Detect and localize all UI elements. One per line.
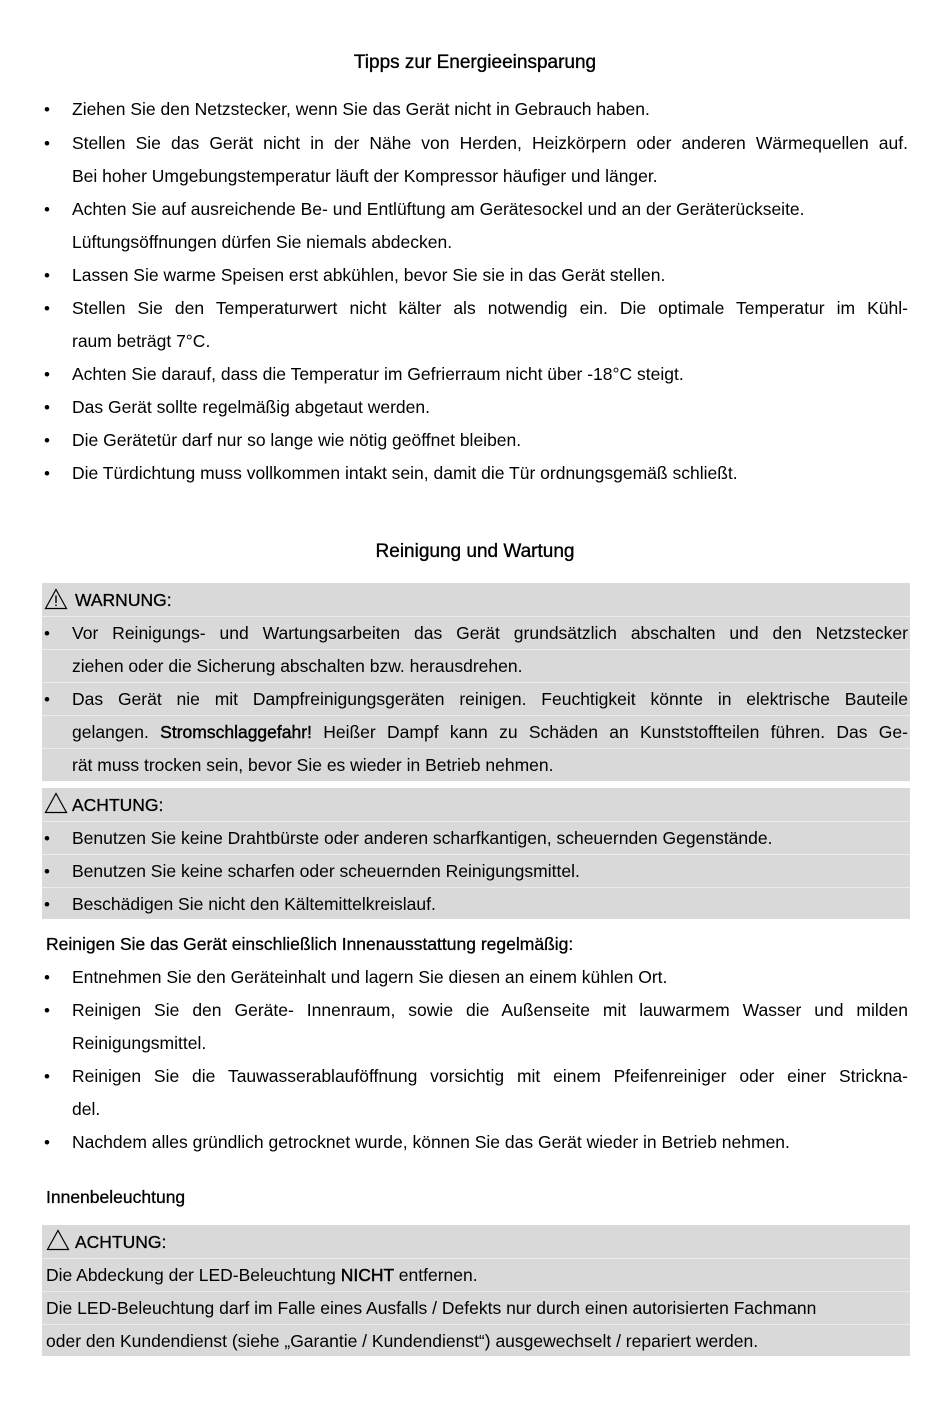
lighting-heading: Innenbeleuchtung (46, 1187, 186, 1207)
list-item-continuation: Bei hoher Umgebungstemperatur läuft der Kompressor häufiger und länger. (72, 166, 658, 186)
bullet: • (44, 266, 50, 285)
lighting-text-line: oder den Kundendienst (siehe „Garantie / Kundendienst“) ausgewechselt / repariert werden. (46, 1331, 759, 1351)
list-item: Stellen Sie den Temperaturwert nicht kälter als notwendig ein. Die optimale Temperatur im Kühl- (72, 298, 908, 318)
text-run: Heißer Dampf kann zu Schäden an Kunststoffteilen führen. Das Ge- (311, 722, 908, 742)
list-item-continuation: raum beträgt 7°C. (72, 331, 211, 351)
caution-triangle-icon (46, 1229, 70, 1251)
bullet: • (44, 464, 50, 483)
lighting-text-line (46, 1259, 908, 1292)
warning-item: Vor Reinigungs- und Wartungsarbeiten das Gerät grundsätzlich abschalten und den Netzstecker (72, 623, 908, 643)
bullet: • (44, 134, 50, 153)
bullet: • (44, 895, 50, 914)
bullet: • (44, 862, 50, 881)
cleaning-step: Entnehmen Sie den Geräteinhalt und lagern Sie diesen an einem kühlen Ort. (72, 967, 668, 987)
warning-item: Das Gerät nie mit Dampfreinigungsgeräten reinigen. Feuchtigkeit könnte in elektrische Bauteile (72, 689, 908, 709)
warning-item-continuation: rät muss trocken sein, bevor Sie es wieder in Betrieb nehmen. (72, 755, 554, 775)
cleaning-step-continuation: del. (72, 1099, 101, 1119)
cleaning-step: Nachdem alles gründlich getrocknet wurde, können Sie das Gerät wieder in Betrieb nehmen. (72, 1132, 790, 1152)
text-run: Die Abdeckung der LED-Beleuchtung (46, 1265, 341, 1285)
caution-item: Beschädigen Sie nicht den Kältemittelkreislauf. (72, 894, 436, 914)
bullet: • (44, 690, 50, 709)
lighting-caution-label: ACHTUNG: (75, 1232, 167, 1252)
cleaning-step: Reinigen Sie die Tauwasserablauföffnung vorsichtig mit einem Pfeifenreiniger oder einer Strickna- (72, 1066, 908, 1086)
bullet: • (44, 200, 50, 219)
bullet: • (44, 365, 50, 384)
text-run: entfernen. (393, 1265, 478, 1285)
warning-triangle-icon (44, 588, 68, 610)
list-item: Achten Sie darauf, dass die Temperatur im Gefrierraum nicht über -18°C steigt. (72, 364, 684, 384)
list-item: Stellen Sie das Gerät nicht in der Nähe von Herden, Heizkörpern oder anderen Wärmequellen auf. (72, 133, 908, 153)
bullet: • (44, 398, 50, 417)
cleaning-step-continuation: Reinigungsmittel. (72, 1033, 207, 1053)
list-item: Die Türdichtung muss vollkommen intakt sein, damit die Tür ordnungsgemäß schließt. (72, 463, 738, 483)
warning-item-continuation: ziehen oder die Sicherung abschalten bzw. herausdrehen. (72, 656, 523, 676)
energy-tips-heading: Tipps zur Energieeinsparung (353, 52, 597, 73)
bullet: • (44, 100, 50, 119)
cleaning-subheading: Reinigen Sie das Gerät einschließlich Innenausstattung regelmäßig: (46, 934, 574, 954)
bullet: • (44, 299, 50, 318)
list-item: Achten Sie auf ausreichende Be- und Entlüftung am Gerätesockel und an der Geräterückseite. (72, 199, 805, 219)
caution-item: Benutzen Sie keine scharfen oder scheuernden Reinigungsmittel. (72, 861, 580, 881)
cleaning-step: Reinigen Sie den Geräte- Innenraum, sowie die Außenseite mit lauwarmem Wasser und milden (72, 1000, 908, 1020)
warning-item-continuation (72, 716, 908, 749)
caution-triangle-icon (44, 792, 68, 814)
bullet: • (44, 829, 50, 848)
shock-hazard-emphasis: Stromschlaggefahr! (160, 722, 312, 742)
text-run: gelangen. (72, 722, 161, 742)
bullet: • (44, 624, 50, 643)
not-emphasis: NICHT (340, 1265, 394, 1285)
bullet: • (44, 1001, 50, 1020)
list-item: Lassen Sie warme Speisen erst abkühlen, bevor Sie sie in das Gerät stellen. (72, 265, 666, 285)
lighting-text-line: Die LED-Beleuchtung darf im Falle eines Ausfalls / Defekts nur durch einen autorisierten Fachmann (46, 1298, 817, 1318)
bullet: • (44, 968, 50, 987)
caution-label: ACHTUNG: (72, 795, 164, 815)
warning-label: WARNUNG: (75, 590, 172, 610)
bullet: • (44, 1133, 50, 1152)
bullet: • (44, 1067, 50, 1086)
cleaning-heading: Reinigung und Wartung (375, 541, 575, 562)
list-item: Ziehen Sie den Netzstecker, wenn Sie das Gerät nicht in Gebrauch haben. (72, 99, 650, 119)
list-item: Das Gerät sollte regelmäßig abgetaut werden. (72, 397, 430, 417)
caution-item: Benutzen Sie keine Drahtbürste oder anderen scharfkantigen, scheuernden Gegenstände. (72, 828, 773, 848)
bullet: • (44, 431, 50, 450)
list-item-continuation: Lüftungsöffnungen dürfen Sie niemals abdecken. (72, 232, 453, 252)
list-item: Die Gerätetür darf nur so lange wie nötig geöffnet bleiben. (72, 430, 522, 450)
